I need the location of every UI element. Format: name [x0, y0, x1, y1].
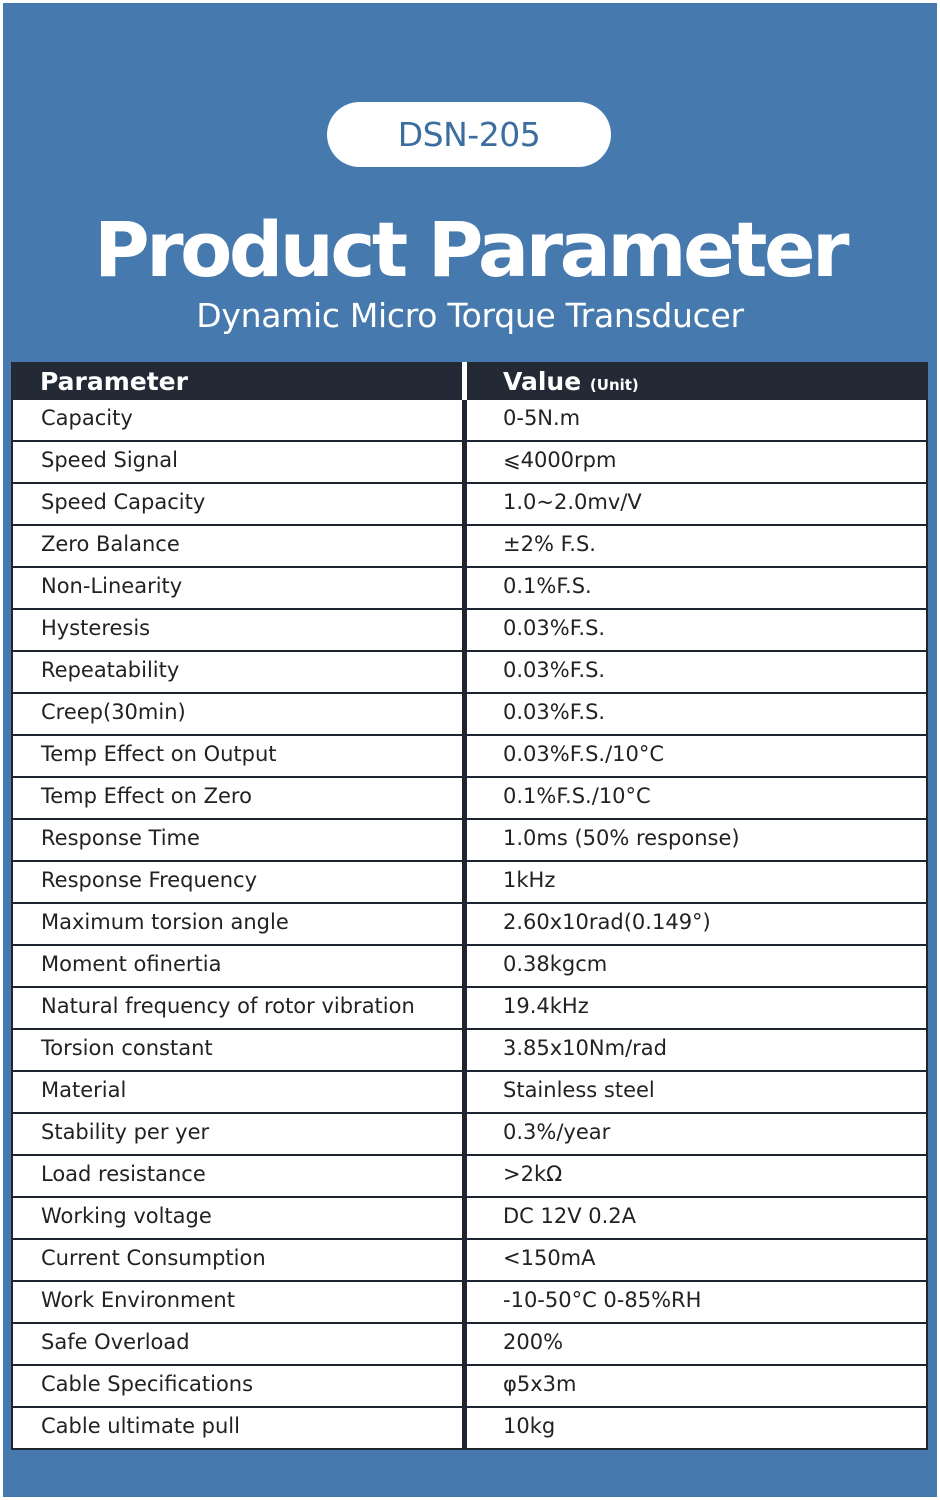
parameter-cell: Temp Effect on Zero — [13, 778, 467, 818]
parameter-cell: Safe Overload — [13, 1324, 467, 1364]
table-row — [11, 652, 928, 694]
value-cell: 1kHz — [503, 868, 556, 892]
header-value-label: Value — [503, 367, 582, 396]
table-header — [11, 362, 928, 400]
table-row — [11, 568, 928, 610]
value-cell: Stainless steel — [503, 1078, 655, 1102]
value-cell: 1.0ms (50% response) — [503, 826, 740, 850]
value-cell: 0.38kgcm — [503, 952, 608, 976]
value-cell: 200% — [503, 1330, 564, 1354]
table-row — [11, 400, 928, 442]
value-cell: DC 12V 0.2A — [503, 1204, 637, 1228]
parameter-cell: Natural frequency of rotor vibration — [13, 988, 467, 1028]
model-badge: DSN-205 — [327, 102, 611, 167]
table-row — [11, 1030, 928, 1072]
table-row — [11, 988, 928, 1030]
page-title: Product Parameter — [93, 205, 847, 294]
value-cell: 1.0~2.0mv/V — [503, 490, 642, 514]
table-row — [11, 778, 928, 820]
parameter-cell: Creep(30min) — [13, 694, 467, 734]
spec-table — [11, 362, 928, 1450]
parameter-cell: Working voltage — [13, 1198, 467, 1238]
table-row — [11, 442, 928, 484]
table-row — [11, 820, 928, 862]
table-row — [11, 610, 928, 652]
table-row — [11, 1282, 928, 1324]
table-row — [11, 736, 928, 778]
table-row — [11, 946, 928, 988]
parameter-cell: Moment ofinertia — [13, 946, 467, 986]
table-row — [11, 862, 928, 904]
parameter-cell: Torsion constant — [13, 1030, 467, 1070]
parameter-cell: Capacity — [13, 400, 467, 440]
parameter-cell: Hysteresis — [13, 610, 467, 650]
value-cell: ⩽4000rpm — [503, 448, 617, 472]
parameter-cell: Zero Balance — [13, 526, 467, 566]
table-row — [11, 1072, 928, 1114]
parameter-cell: Cable ultimate pull — [13, 1408, 467, 1448]
value-cell: φ5x3m — [503, 1372, 577, 1396]
parameter-cell: Material — [13, 1072, 467, 1112]
value-cell: -10-50°C 0-85%RH — [503, 1288, 702, 1312]
parameter-cell: Speed Signal — [13, 442, 467, 482]
value-cell: 19.4kHz — [503, 994, 589, 1018]
parameter-cell: Maximum torsion angle — [13, 904, 467, 944]
value-cell: 10kg — [503, 1414, 556, 1438]
value-cell: 2.60x10rad(0.149°) — [503, 910, 711, 934]
value-cell: 0.3%/year — [503, 1120, 611, 1144]
parameter-cell: Response Time — [13, 820, 467, 860]
value-cell: 0.03%F.S. — [503, 700, 606, 724]
page-subtitle: Dynamic Micro Torque Transducer — [196, 296, 744, 335]
value-cell: <150mA — [503, 1246, 596, 1270]
parameter-cell: Cable Specifications — [13, 1366, 467, 1406]
table-row — [11, 694, 928, 736]
parameter-cell: Stability per yer — [13, 1114, 467, 1154]
parameter-cell: Temp Effect on Output — [13, 736, 467, 776]
value-cell: 0.1%F.S./10°C — [503, 784, 651, 808]
value-cell: 3.85x10Nm/rad — [503, 1036, 667, 1060]
parameter-cell: Work Environment — [13, 1282, 467, 1322]
value-cell: 0.03%F.S. — [503, 658, 606, 682]
value-cell: >2kΩ — [503, 1162, 563, 1186]
parameter-cell: Current Consumption — [13, 1240, 467, 1280]
table-row — [11, 1156, 928, 1198]
value-cell: 0.1%F.S. — [503, 574, 592, 598]
header-value — [467, 362, 928, 400]
parameter-cell: Response Frequency — [13, 862, 467, 902]
table-row — [11, 1366, 928, 1408]
value-cell: 0.03%F.S./10°C — [503, 742, 665, 766]
table-row — [11, 1408, 928, 1450]
parameter-cell: Speed Capacity — [13, 484, 467, 524]
table-row — [11, 904, 928, 946]
value-cell: 0.03%F.S. — [503, 616, 606, 640]
parameter-cell: Repeatability — [13, 652, 467, 692]
table-row — [11, 1198, 928, 1240]
table-row — [11, 484, 928, 526]
parameter-cell: Load resistance — [13, 1156, 467, 1196]
table-row — [11, 526, 928, 568]
parameter-cell: Non-Linearity — [13, 568, 467, 608]
header-parameter: Parameter — [11, 362, 467, 400]
value-cell: ±2% F.S. — [503, 532, 596, 556]
table-row — [11, 1240, 928, 1282]
header-unit-label: (Unit) — [589, 376, 639, 394]
value-cell: 0-5N.m — [503, 406, 581, 430]
table-row — [11, 1114, 928, 1156]
table-body — [11, 400, 928, 1450]
table-row — [11, 1324, 928, 1366]
